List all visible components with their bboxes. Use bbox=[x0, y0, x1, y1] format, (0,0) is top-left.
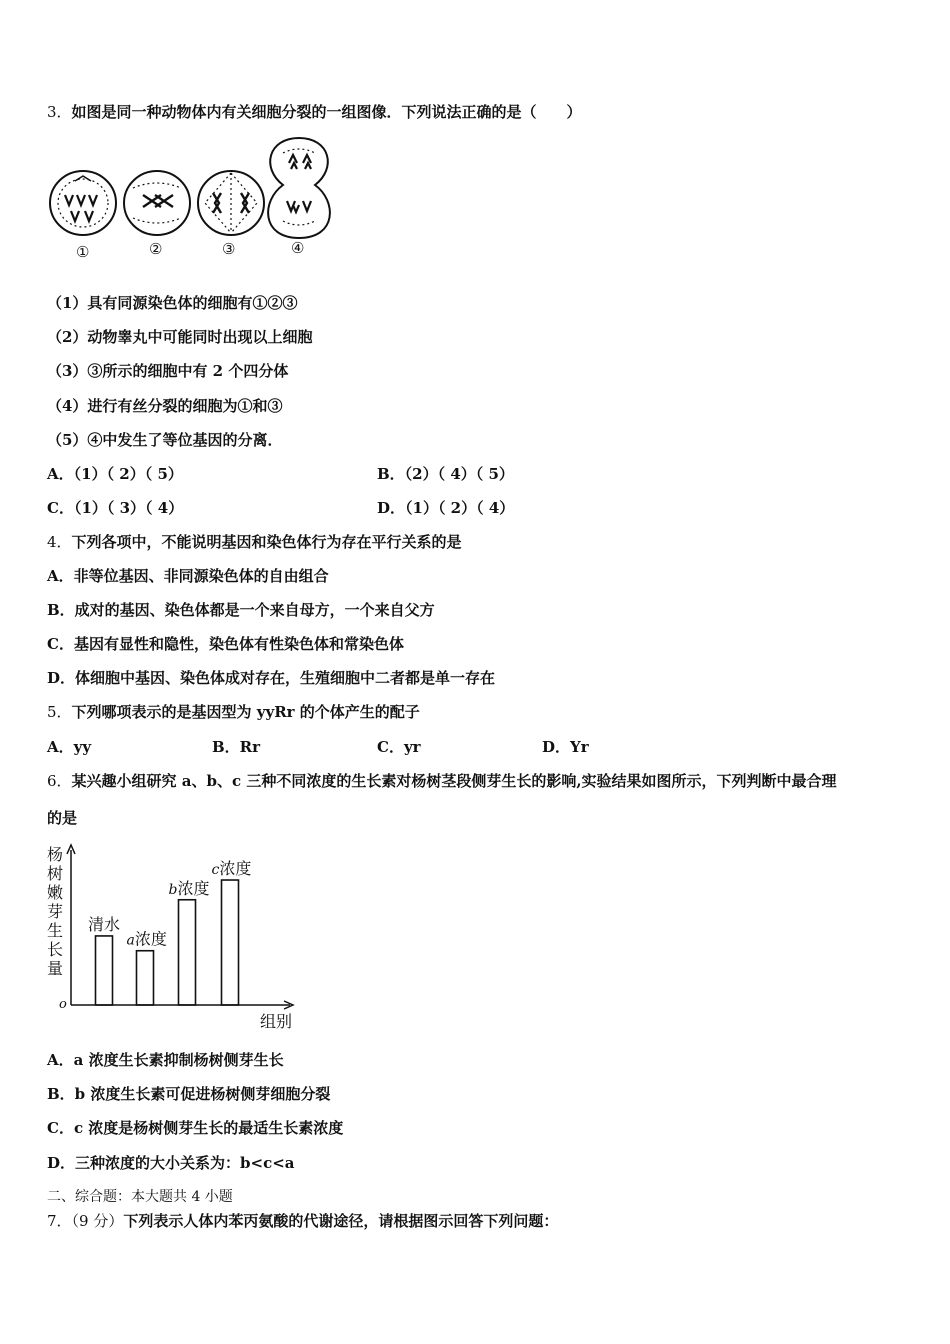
q3-statement-1: （1）具有同源染色体的细胞有①②③ bbox=[47, 294, 298, 312]
q5-stem-text: 下列哪项表示的是基因型为 yyRr 的个体产生的配子 bbox=[71, 703, 420, 721]
q5-option-b[interactable]: B．Rr bbox=[212, 738, 261, 756]
cell-label-2: ② bbox=[149, 240, 163, 258]
cell-1-diagram bbox=[50, 171, 116, 235]
q6-stem-line1: 某兴趣小组研究 a、b、c 三种不同浓度的生长素对杨树茎段侧芽生长的影响,实验结果如图所示，下列判断中最合理 bbox=[71, 772, 837, 790]
q3-option-d[interactable]: D．（1）（ 2）（ 4） bbox=[377, 499, 515, 517]
q7-score: （9 分） bbox=[71, 1212, 124, 1230]
section-2-heading: 二、综合题：本大题共 4 小题 bbox=[47, 1189, 233, 1205]
q6-bar-chart bbox=[44, 842, 304, 1034]
q4-option-d[interactable]: D．体细胞中基因、染色体成对存在，生殖细胞中二者都是单一存在 bbox=[47, 669, 496, 687]
cell-label-3: ③ bbox=[222, 240, 236, 258]
cell-2-diagram bbox=[124, 171, 190, 235]
y-axis-label-char: 杨 bbox=[47, 845, 64, 864]
q7-number: 7． bbox=[47, 1212, 72, 1230]
q6-stem-line2: 的是 bbox=[47, 809, 78, 827]
bar-2 bbox=[137, 951, 154, 1005]
q3-option-a[interactable]: A．（1）（ 2）（ 5） bbox=[47, 465, 183, 483]
y-axis-label-char: 嫩 bbox=[47, 883, 64, 902]
q3-statement-3: （3）③所示的细胞中有 2 个四分体 bbox=[47, 362, 289, 380]
y-axis-label-char: 生 bbox=[47, 921, 64, 940]
bar-4 bbox=[222, 880, 239, 1005]
bar-label-3: b浓度 bbox=[168, 878, 210, 898]
q6-option-d[interactable]: D．三种浓度的大小关系为：b<c<a bbox=[47, 1154, 295, 1172]
q4-option-c[interactable]: C．基因有显性和隐性，染色体有性染色体和常染色体 bbox=[47, 635, 404, 653]
q5-number: 5． bbox=[47, 703, 72, 721]
q6-option-b[interactable]: B．b 浓度生长素可促进杨树侧芽细胞分裂 bbox=[47, 1085, 331, 1103]
bar-label-1: 清水 bbox=[88, 914, 121, 934]
q4-stem-text: 下列各项中，不能说明基因和染色体行为存在平行关系的是 bbox=[71, 533, 462, 551]
q4-number: 4． bbox=[47, 533, 72, 551]
cell-label-4: ④ bbox=[291, 239, 305, 257]
bar-3 bbox=[179, 900, 196, 1005]
y-axis-label-char: 树 bbox=[47, 864, 64, 883]
q3-option-c[interactable]: C．（1）（ 3）（ 4） bbox=[47, 499, 184, 517]
origin-label: o bbox=[59, 997, 67, 1012]
q7-stem-text: 下列表示人体内苯丙氨酸的代谢途径，请根据图示回答下列问题： bbox=[123, 1212, 559, 1230]
q3-statement-5: （5）④中发生了等位基因的分离． bbox=[47, 431, 283, 449]
q4-option-b[interactable]: B．成对的基因、染色体都是一个来自母方，一个来自父方 bbox=[47, 601, 435, 619]
bar-label-4: c浓度 bbox=[211, 859, 252, 879]
cell-4-diagram bbox=[268, 138, 330, 238]
q6-option-c[interactable]: C．c 浓度是杨树侧芽生长的最适生长素浓度 bbox=[47, 1119, 344, 1137]
y-axis-label bbox=[47, 845, 63, 978]
q3-stem bbox=[47, 102, 582, 122]
q3-stem-text: 如图是同一种动物体内有关细胞分裂的一组图像．下列说法正确的是（ ） bbox=[71, 103, 582, 121]
bar-label-2: a浓度 bbox=[126, 929, 167, 949]
q3-statement-2: （2）动物睾丸中可能同时出现以上细胞 bbox=[47, 328, 313, 346]
q7-stem bbox=[47, 1211, 558, 1231]
q6-stem bbox=[47, 771, 837, 791]
q6-number: 6． bbox=[47, 772, 72, 790]
q5-stem bbox=[47, 702, 420, 722]
q5-option-c[interactable]: C．yr bbox=[377, 738, 421, 756]
cell-label-1: ① bbox=[76, 243, 90, 261]
y-axis-label-char: 芽 bbox=[47, 902, 64, 921]
q4-option-a[interactable]: A．非等位基因、非同源染色体的自由组合 bbox=[47, 567, 329, 585]
bar-1 bbox=[96, 936, 113, 1005]
y-axis-label-char: 长 bbox=[47, 940, 64, 959]
q3-option-b[interactable]: B．（2）（ 4）（ 5） bbox=[377, 465, 514, 483]
q3-statement-4: （4）进行有丝分裂的细胞为①和③ bbox=[47, 397, 283, 415]
cell-division-figure bbox=[45, 133, 335, 263]
q5-option-a[interactable]: A．yy bbox=[47, 738, 92, 756]
cell-3-diagram bbox=[198, 171, 264, 235]
q6-option-a[interactable]: A．a 浓度生长素抑制杨树侧芽生长 bbox=[47, 1051, 284, 1069]
q3-number: 3． bbox=[47, 103, 72, 121]
y-axis-label-char: 量 bbox=[47, 959, 64, 978]
q5-option-d[interactable]: D．Yr bbox=[542, 738, 589, 756]
q4-stem bbox=[47, 532, 462, 552]
x-axis-label: 组别 bbox=[260, 1012, 293, 1031]
